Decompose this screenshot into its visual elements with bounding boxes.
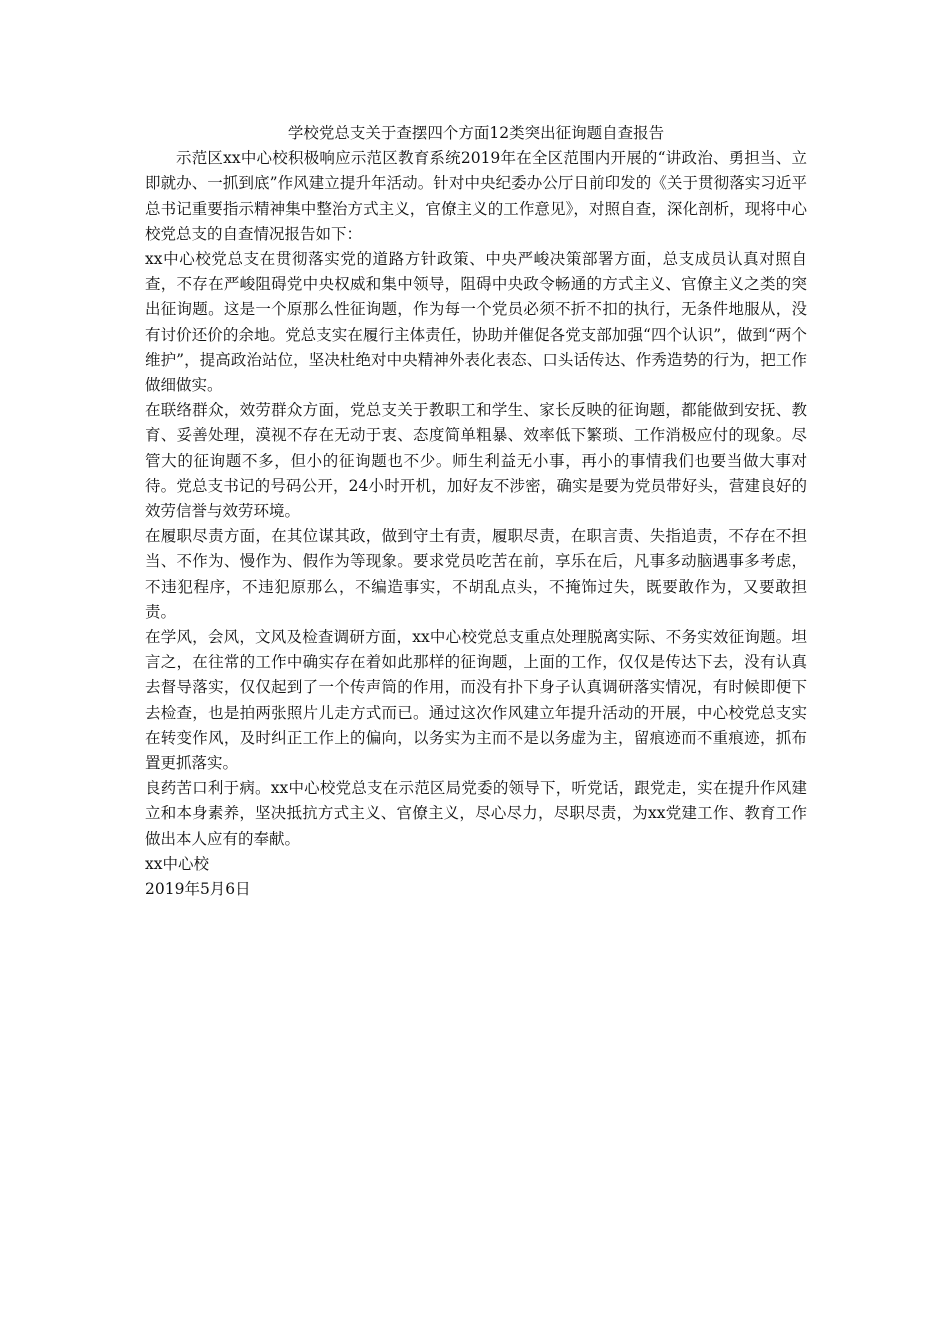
paragraph-masses: 在联络群众，效劳群众方面，党总支关于教职工和学生、家长反映的征询题，都能做到安抚、教育、妥善处理，漠视不存在无动于衷、态度简单粗暴、效率低下繁琐、工作消极应付的现象。尽管大的征询题不多，但小的征询题也不少。师生利益无小事，再小的事情我们也要当做大事对待。党总支书记的号码公开，24小时开机，加好友不涉密，确实是要为党员带好头，营建良好的效劳信誉与效劳环境。 <box>145 401 807 521</box>
document-body <box>145 121 807 902</box>
signature-org: xx中心校 <box>145 854 209 873</box>
paragraph-policy: xx中心校党总支在贯彻落实党的道路方针政策、中央严峻决策部署方面，总支成员认真对照自查，不存在严峻阻碍党中央权威和集中领导，阻碍中央政令畅通的方式主义、官僚主义之类的突出征询题。这是一个原那么性征询题，作为每一个党员必须不折不扣的执行，无条件地服从，没有讨价还价的余地。党总支实在履行主体责任，协助并催促各党支部加强“四个认识”，做到“两个维护”，提高政治站位，坚决杜绝对中央精神外表化表态、口头话传达、作秀造势的行为，把工作做细做实。 <box>145 250 807 395</box>
paragraph-conclusion: 良药苦口利于病。xx中心校党总支在示范区局党委的领导下，听党话，跟党走，实在提升作风建立和本身素养，坚决抵抗方式主义、官僚主义，尽心尽力，尽职尽责，为xx党建工作、教育工作做出本人应有的奉献。 <box>145 779 807 848</box>
intro-paragraph: 示范区xx中心校积极响应示范区教育系统2019年在全区范围内开展的“讲政治、勇担当、立即就办、一抓到底”作风建立提升年活动。针对中央纪委办公厅日前印发的《关于贯彻落实习近平总书记重要指示精神集中整治方式主义，官僚主义的工作意见》，对照自查，深化剖析，现将中心校党总支的自查情况报告如下： <box>145 149 807 243</box>
paragraph-style: 在学风，会风，文风及检查调研方面，xx中心校党总支重点处理脱离实际、不务实效征询题。坦言之，在往常的工作中确实存在着如此那样的征询题，上面的工作，仅仅是传达下去，没有认真去督导落实，仅仅起到了一个传声筒的作用，而没有扑下身子认真调研落实情况，有时候即便下去检查，也是拍两张照片儿走方式而已。通过这次作风建立年提升活动的开展，中心校党总支实在转变作风，及时纠正工作上的偏向，以务实为主而不是以务虚为主，留痕迹而不重痕迹，抓布置更抓落实。 <box>145 628 807 773</box>
document-title: 学校党总支关于查摆四个方面12类突出征询题自查报告 <box>287 124 665 142</box>
paragraph-duty: 在履职尽责方面，在其位谋其政，做到守土有责，履职尽责，在职言责、失指追责，不存在不担当、不作为、慢作为、假作为等现象。要求党员吃苦在前，享乐在后，凡事多动脑遇事多考虑，不违犯程序，不违犯原那么，不编造事实，不胡乱点头，不掩饰过失，既要敢作为，又要敢担责。 <box>145 527 807 621</box>
signature-date: 2019年5月6日 <box>145 880 251 899</box>
